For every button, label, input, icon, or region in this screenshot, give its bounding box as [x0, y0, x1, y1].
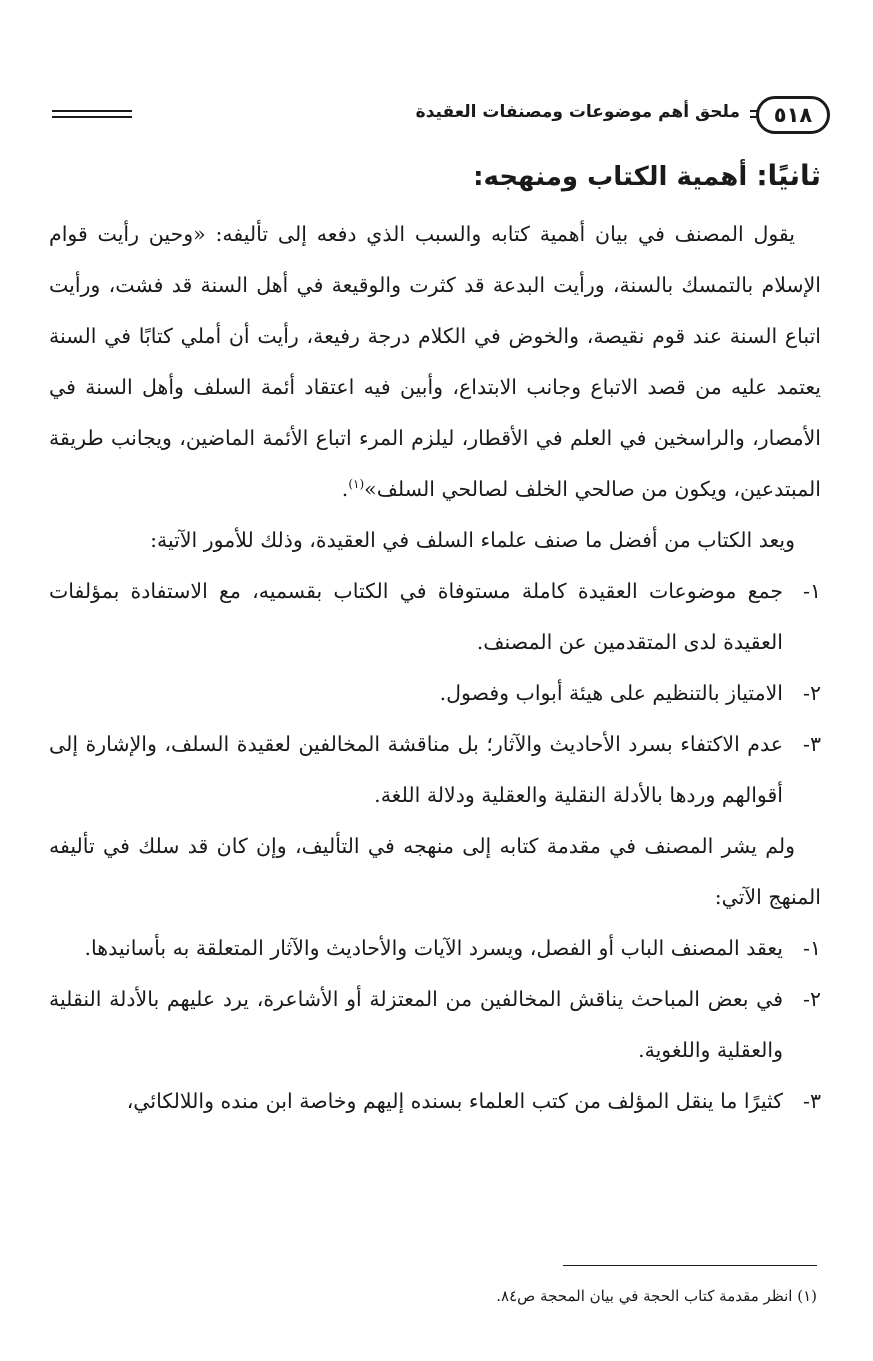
paragraph-intro: [49, 209, 821, 515]
section-heading-title: أهمية الكتاب ومنهجه:: [473, 162, 748, 192]
list-item-number: ٢-: [803, 680, 821, 705]
list-item-number: ١-: [803, 935, 821, 960]
paragraph-importance: ويعد الكتاب من أفضل ما صنف علماء السلف في العقيدة، وذلك للأمور الآتية:: [150, 527, 795, 552]
list-item: [49, 1076, 821, 1127]
page-header: [40, 96, 830, 142]
header-rule: [750, 110, 758, 118]
section-heading: [49, 158, 821, 195]
list-item: [49, 719, 821, 821]
list-item-text: جمع موضوعات العقيدة كاملة مستوفاة في الكتاب بقسميه، مع الاستفادة بمؤلفات العقيدة لدى المتقدمين عن المصنف.: [49, 578, 783, 654]
list-item: [49, 566, 821, 668]
paragraph-method: ولم يشر المصنف في مقدمة كتابه إلى منهجه في التأليف، وإن كان قد سلك في تأليفه المنهج الآتي:: [49, 833, 821, 909]
paragraph-end: .: [341, 476, 349, 501]
list-item: [49, 974, 821, 1076]
list-item-text: الامتياز بالتنظيم على هيئة أبواب وفصول.: [439, 680, 783, 705]
list-item: [49, 668, 821, 719]
list-item-number: ١-: [803, 578, 821, 603]
page-number-badge: ٥١٨: [756, 96, 830, 134]
running-title: ملحق أهم موضوعات ومصنفات العقيدة: [415, 102, 740, 122]
list-item-text: عدم الاكتفاء بسرد الأحاديث والآثار؛ بل مناقشة المخالفين لعقيدة السلف، والإشارة إلى أقوالهم وردها بالأدلة النقلية والعقلية ودلالة اللغة.: [49, 731, 783, 807]
list-item-number: ٢-: [803, 986, 821, 1011]
paragraph-text: يقول المصنف في بيان أهمية كتابه والسبب الذي دفعه إلى تأليفه: «وحين رأيت قوام الإسلام بالتمسك بالسنة، ورأيت البدعة قد كثرت والوقيعة في أهل السنة قد فشت، ورأيت اتباع السنة عند قوم نقيصة، والخوض في الكلام درجة رفيعة، رأيت أن أملي كتابًا في السنة يعتمد عليه من قصد الاتباع وجانب الابتداع، وأبين فيه اعتقاد أئمة السلف وأهل السنة في الأمصار، والراسخين في العلم في الأقطار، ليلزم المرء اتباع الأئمة الماضين، ويجانب طريقة المبتدعين، ويكون من صالحي الخلف لصالحي السلف»: [49, 221, 821, 501]
footnote: (١) انظر مقدمة كتاب الحجة في بيان المحجة ص٨٤.: [496, 1287, 817, 1305]
list-item: [49, 923, 821, 974]
page-body: [49, 158, 821, 1127]
method-list: [49, 923, 821, 1127]
list-item-number: ٣-: [803, 731, 821, 756]
list-item-number: ٣-: [803, 1088, 821, 1113]
list-item-text: في بعض المباحث يناقش المخالفين من المعتزلة أو الأشاعرة، يرد عليهم بالأدلة النقلية والعقلية واللغوية.: [49, 986, 783, 1062]
importance-list: [49, 566, 821, 821]
list-item-text: كثيرًا ما ينقل المؤلف من كتب العلماء بسنده إليهم وخاصة ابن منده واللالكائي،: [126, 1088, 783, 1113]
header-rule: [52, 110, 132, 118]
section-heading-prefix: ثانيًا:: [756, 159, 821, 192]
list-item-text: يعقد المصنف الباب أو الفصل، ويسرد الآيات والأحاديث والآثار المتعلقة به بأسانيدها.: [84, 935, 783, 960]
footnote-separator: [563, 1265, 817, 1266]
footnote-ref: (١): [348, 476, 365, 491]
